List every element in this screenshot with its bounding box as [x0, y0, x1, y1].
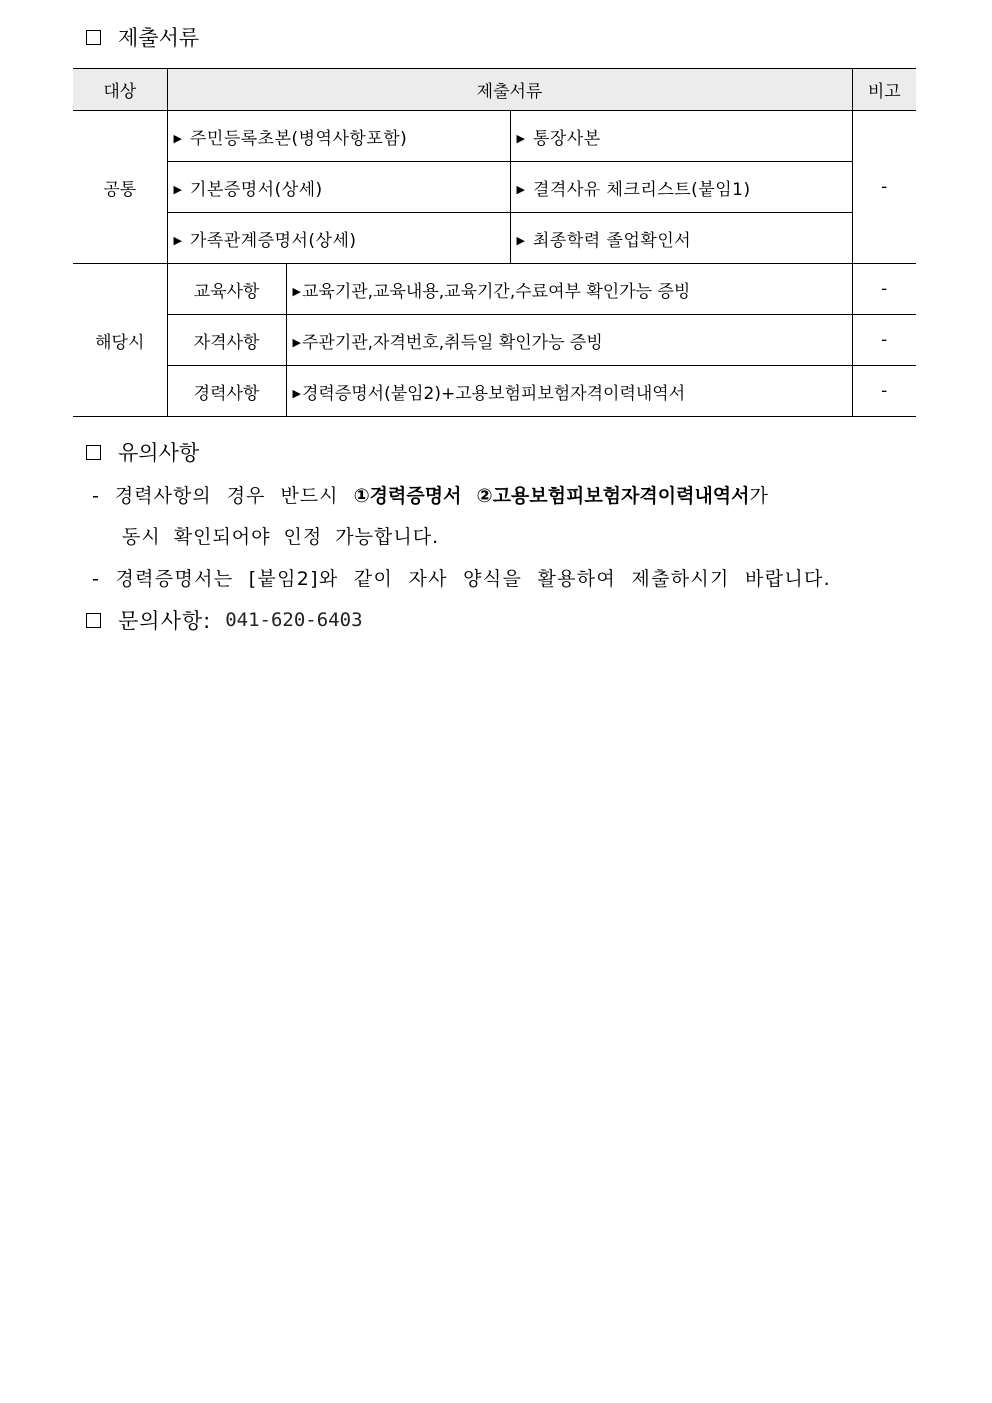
table-row — [73, 366, 916, 417]
remark-cell: - — [852, 366, 916, 417]
common-label: 공통 — [73, 111, 167, 264]
checkbox-square-icon — [86, 445, 101, 460]
table-row — [73, 111, 916, 162]
table-row — [73, 264, 916, 315]
section-heading-documents — [86, 22, 199, 52]
header-remarks: 비고 — [852, 69, 916, 111]
note-line: 동시 확인되어야 인정 가능합니다. — [122, 526, 440, 548]
section-title: 문의사항: — [118, 609, 212, 633]
table-cell: ▶ 주민등록초본(병역사항포함) — [167, 111, 510, 162]
documents-table — [73, 68, 916, 417]
triangle-right-icon: ▶ — [173, 182, 182, 196]
note-line: - 경력사항의 경우 반드시 ①경력증명서 ②고용보험피보험자격이력내역서가 — [92, 485, 769, 507]
table-cell: ▶주관기관,자격번호,취득일 확인가능 증빙 — [286, 315, 852, 366]
contact-phone: 041-620-6403 — [225, 609, 363, 631]
table-cell: ▶ 최종학력 졸업확인서 — [510, 213, 852, 264]
triangle-right-icon: ▶ — [173, 131, 182, 145]
section-heading-notes — [86, 437, 199, 467]
highlight-text: ②고용보험피보험자격이력내역서 — [476, 485, 750, 507]
triangle-right-icon: ▶ — [516, 182, 525, 196]
applicable-label: 해당시 — [73, 264, 167, 417]
section-title: 제출서류 — [118, 26, 200, 50]
header-target: 대상 — [73, 69, 167, 111]
table-cell: ▶ 결격사유 체크리스트(붙임1) — [510, 162, 852, 213]
common-remark: - — [852, 111, 916, 264]
table-row — [73, 213, 916, 264]
table-cell: ▶교육기관,교육내용,교육기간,수료여부 확인가능 증빙 — [286, 264, 852, 315]
table-cell: ▶ 통장사본 — [510, 111, 852, 162]
triangle-right-icon: ▶ — [516, 131, 525, 145]
triangle-right-icon: ▶ — [292, 386, 301, 400]
section-title: 유의사항 — [118, 441, 200, 465]
checkbox-square-icon — [86, 613, 101, 628]
category-cell: 교육사항 — [167, 264, 286, 315]
category-cell: 자격사항 — [167, 315, 286, 366]
table-cell: ▶ 기본증명서(상세) — [167, 162, 510, 213]
highlight-text: ①경력증명서 — [353, 485, 462, 507]
checkbox-square-icon — [86, 30, 101, 45]
triangle-right-icon: ▶ — [173, 233, 182, 247]
section-heading-contact — [86, 605, 363, 635]
remark-cell: - — [852, 264, 916, 315]
note-line: - 경력증명서는 [붙임2]와 같이 자사 양식을 활용하여 제출하시기 바랍니다. — [92, 568, 831, 590]
table-cell: ▶경력증명서(붙임2)+고용보험피보험자격이력내역서 — [286, 366, 852, 417]
table-row — [73, 315, 916, 366]
table-cell: ▶ 가족관계증명서(상세) — [167, 213, 510, 264]
triangle-right-icon: ▶ — [516, 233, 525, 247]
category-cell: 경력사항 — [167, 366, 286, 417]
triangle-right-icon: ▶ — [292, 335, 301, 349]
header-documents: 제출서류 — [167, 69, 852, 111]
remark-cell: - — [852, 315, 916, 366]
triangle-right-icon: ▶ — [292, 284, 301, 298]
table-header-row — [73, 69, 916, 111]
table-row — [73, 162, 916, 213]
